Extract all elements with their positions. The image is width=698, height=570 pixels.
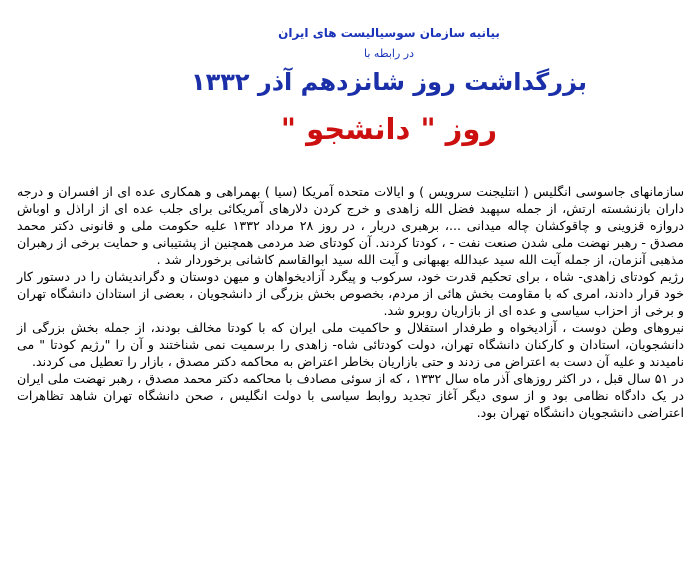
day-title: روز " دانشجو " — [280, 112, 498, 146]
paragraph-protests: در ۵۱ سال قبل ، در اکثر روزهای آذر ماه سال ۱۳۳۲ ، که از سوئی مصادف با محاکمه دکتر محمد مصدق ، رهبر نهضت ملی ایران در یک دادگاه نظامی بود و از سوی دیگر آغاز تجدید روابط سیاسی با دولت انگلیس ، صحن دانشگاه تهران شاهد تظاهرات اعتراضی دانشجویان دانشگاه تهران بود. — [17, 371, 684, 420]
page-title: بزرگداشت روز شانزدهم آذر ۱۳۳۲ — [190, 68, 588, 96]
organization-line: بیانیه سازمان سوسیالیست های ایران — [278, 26, 500, 40]
paragraph-repression: رژیم کودتای زاهدی- شاه ، برای تحکیم قدرت خود، سرکوب و پیگرد آزادیخواهان و میهن دوستان و دگراندیشان را در دستور کار خود قرار دادند، امری که با مقاومت بخش هائی از مردم، بخصوص بخش بزرگی از دانشجویان ، بعضی از استادان دانشگاه تهران و برخی از احزاب سیاسی و عده ای از بازاریان روبرو شد. — [17, 269, 684, 318]
statement-body — [17, 183, 684, 421]
paragraph-resistance: نیروهای وطن دوست ، آزادیخواه و طرفدار استقلال و حاکمیت ملی ایران که با کودتا مخالف بودند، از جمله بخش بزرگی از دانشجویان، استادان و کارکنان دانشگاه تهران، دولت کودتائی شاه- زاهدی را برسمیت نمی شناختند و آن را "رژیم کودتا " می نامیدند و علیه آن دست به اعتراض می زدند و حتی بازاریان بخاطر اعتراض به محاکمه دکتر مصدق ، بازار را تعطیل می کردند. — [17, 320, 684, 369]
paragraph-coup: سازمانهای جاسوسی انگلیس ( انتلیجنت سرویس ) و ایالات متحده آمریکا (سیا ) بهمراهی و همکاری عده ای از افسران و درجه داران بازنشسته ارتش، از جمله سپهبد فضل الله زاهدی و خرج کردن دلارهای آمریکائی برای جلب عده ای از اراذل و اوباش دروازه قزوینی و چاقوکشان چاله میدانی ...، برهبری دربار ، در روز ۲۸ مرداد ۱۳۳۲ علیه حکومت ملی و قانونی دکتر محمد مصدق - رهبر نهضت ملی شدن صنعت نفت - ، کودتا کردند. آن کودتای ضد مردمی همچنین از پشتیبانی و حمایت برخی از رهبران مذهبی آنزمان، از جمله آیت الله سید عبدالله بهبهانی و آیت الله سید ابوالقاسم کاشانی برخوردار شد . — [17, 184, 684, 267]
relation-line: در رابطه با — [364, 47, 414, 60]
